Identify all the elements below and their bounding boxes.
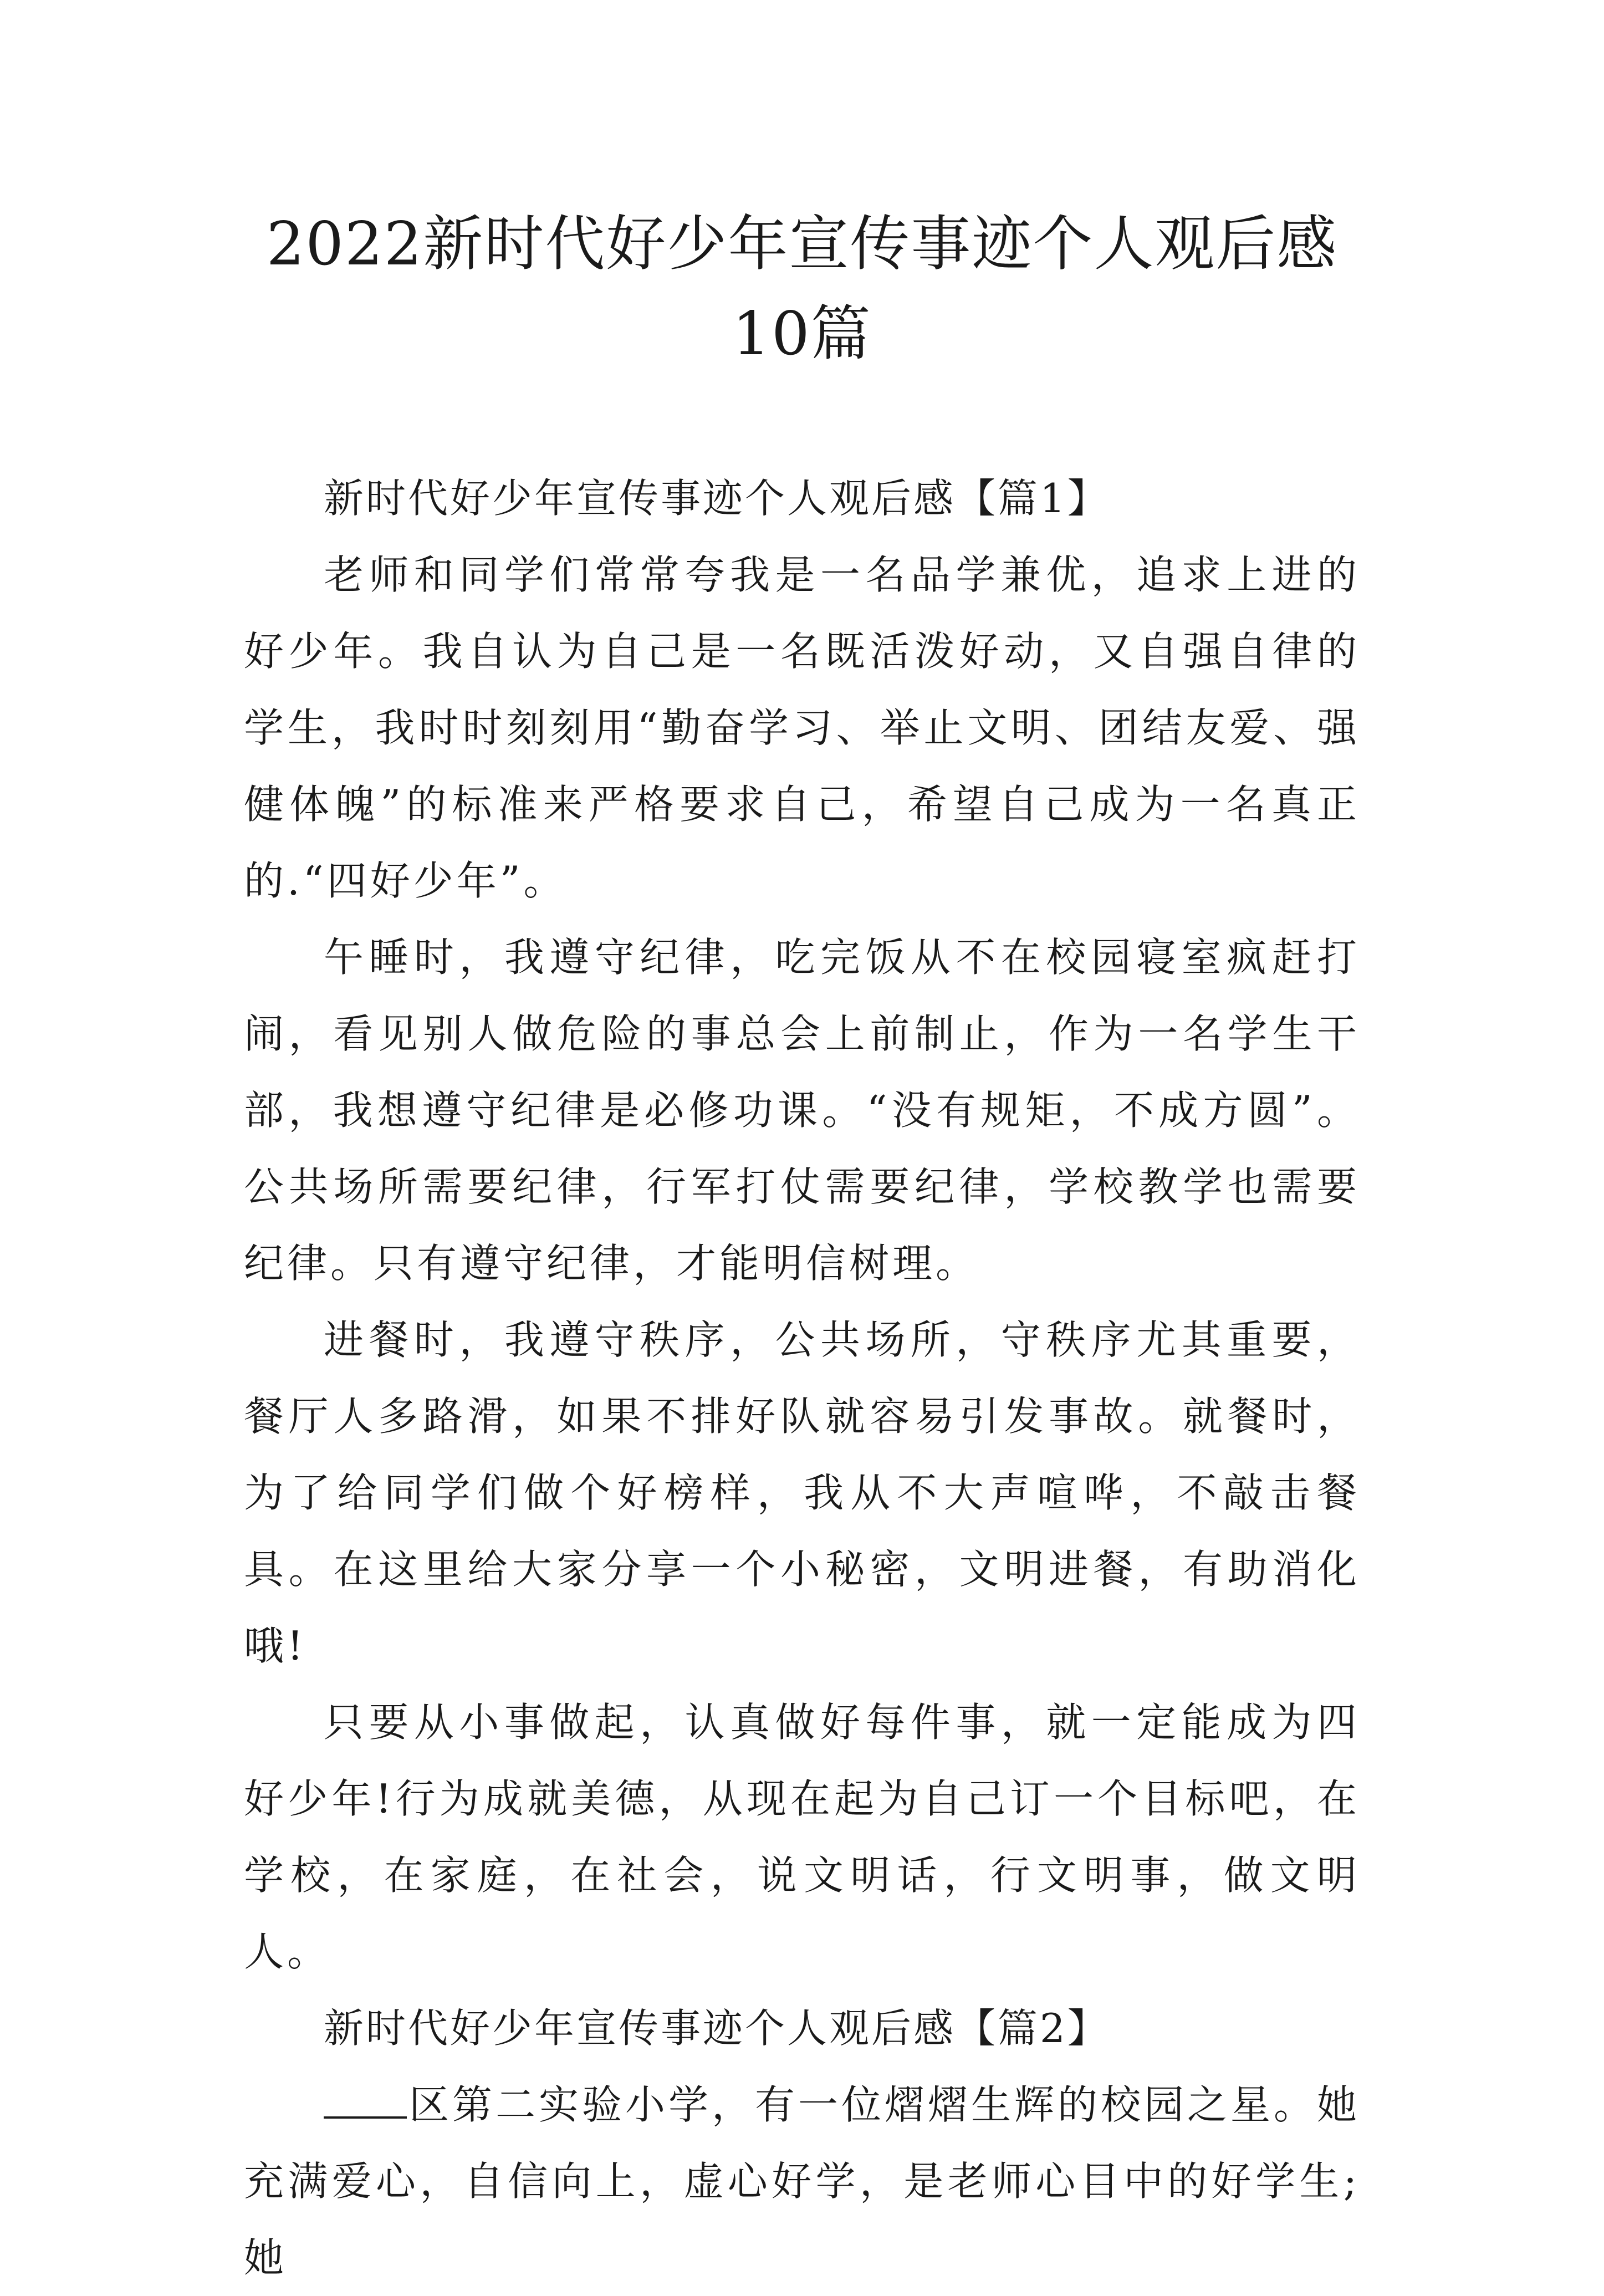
- paragraph: 午睡时，我遵守纪律，吃完饭从不在校园寝室疯赶打闹，看见别人做危险的事总会上前制止，作为一名学生干部，我想遵守纪律是必修功课。“没有规矩，不成方圆”。公共场所需要纪律，行军打仗需要纪律，学校教学也需要纪律。只有遵守纪律，才能明信树理。: [244, 934, 1360, 1287]
- document-body: [244, 460, 1360, 2296]
- section-heading-2: 新时代好少年宣传事迹个人观后感【篇2】: [324, 2005, 1110, 2052]
- fill-in-blank: [324, 2083, 407, 2119]
- paragraph-with-blank: [244, 2067, 1360, 2296]
- paragraph-text: 区第二实验小学，有一位熠熠生辉的校园之星。她充满爱心，自信向上，虚心好学，是老师心目中的好学生;她: [244, 2081, 1361, 2281]
- section-heading-1: 新时代好少年宣传事迹个人观后感【篇1】: [324, 475, 1110, 522]
- paragraph: 只要从小事做起，认真做好每件事，就一定能成为四好少年!行为成就美德，从现在起为自己订一个目标吧，在学校，在家庭，在社会，说文明话，行文明事，做文明人。: [244, 1699, 1360, 1975]
- paragraph: 进餐时，我遵守秩序，公共场所，守秩序尤其重要，餐厅人多路滑，如果不排好队就容易引发事故。就餐时，为了给同学们做个好榜样，我从不大声喧哗，不敲击餐具。在这里给大家分享一个小秘密，文明进餐，有助消化哦!: [244, 1317, 1360, 1669]
- paragraph: 老师和同学们常常夸我是一名品学兼优，追求上进的好少年。我自认为自己是一名既活泼好动，又自强自律的学生，我时时刻刻用“勤奋学习、举止文明、团结友爱、强健体魄”的标准来严格要求自己，希望自己成为一名真正的.“四好少年”。: [244, 552, 1360, 904]
- document-title: 2022新时代好少年宣传事迹个人观后感10篇: [266, 210, 1338, 369]
